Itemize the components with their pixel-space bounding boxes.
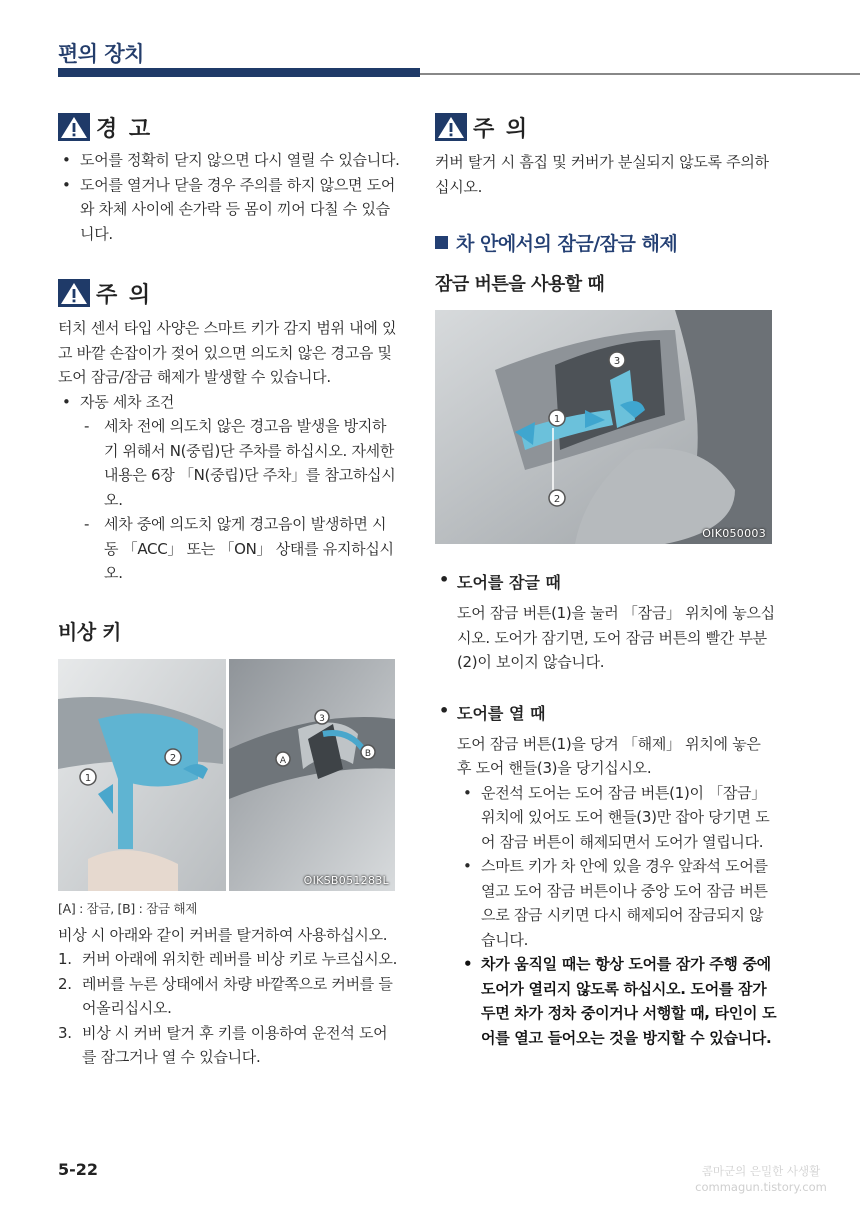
step-text: 커버 아래에 위치한 레버를 비상 키로 누르십시오. [82, 950, 398, 968]
warning-triangle-icon [58, 279, 90, 307]
svg-text:2: 2 [169, 752, 177, 764]
step-number: 3. [58, 1023, 72, 1042]
section-title [435, 229, 777, 256]
step-text: 레버를 누른 상태에서 차량 바깥쪽으로 커버를 들어올리십시오. [82, 974, 393, 1017]
svg-text:3: 3 [319, 713, 325, 724]
svg-text:2: 2 [553, 494, 561, 505]
caution-text: 터치 센서 타입 사양은 스마트 키가 감지 범위 내에 있고 바깥 손잡이가 젖어 있으면 의도치 않은 경고음 및 도어 잠금/잠금 해제가 발생할 수 있습니다. [58, 319, 397, 386]
warning-bullet: • 도어를 열거나 닫을 경우 주의를 하지 않으면 도어와 차체 사이에 손가락 등 몸이 끼어 다칠 수 있습니다. [58, 173, 400, 247]
caution-dash-item: - 세차 중에 의도치 않게 경고음이 발생하면 시동 「ACC」 또는 「ON」 상태를 유지하십시오. [58, 512, 400, 586]
open-door-bullet: • 운전석 도어는 도어 잠금 버튼(1)이 「잠금」 위치에 있어도 도어 핸들(3)만 잡아 당기면 도어 잠금 버튼이 해제되면서 도어가 열립니다. [435, 781, 777, 855]
caution-dash-item: - 세차 전에 의도치 않은 경고음 발생을 방지하기 위해서 N(중립)단 주차를 하십시오. 자세한 내용은 6장 「N(중립)단 주차」를 참고하십시오. [58, 414, 400, 512]
lock-door-text: 도어 잠금 버튼(1)을 눌러 「잠금」 위치에 놓으십시오. 도어가 잠기면, 도어 잠금 버튼의 빨간 부분(2)이 보이지 않습니다. [457, 604, 775, 671]
watermark-line1: 콤마군의 은밀한 사생활 [701, 1164, 821, 1178]
caution-label: 주 의 [473, 116, 530, 142]
emergency-intro: 비상 시 아래와 같이 커버를 탈거하여 사용하십시오. [58, 925, 388, 944]
header-rule-dark [58, 68, 420, 77]
open-door-section [435, 701, 777, 1051]
lock-door-title: • 도어를 잠글 때 [435, 570, 777, 593]
step-item [58, 947, 400, 972]
page-number: 5-22 [58, 1160, 99, 1179]
warning-triangle-icon [58, 113, 90, 141]
watermark [686, 1163, 836, 1195]
caution-label: 주 의 [96, 282, 153, 308]
warning-box [58, 112, 400, 246]
warning-bullet: • 도어를 정확히 닫지 않으면 다시 열릴 수 있습니다. [58, 148, 400, 173]
step-item [58, 972, 400, 1021]
subsection-title: 잠금 버튼을 사용할 때 [435, 274, 605, 295]
svg-text:A: A [279, 755, 287, 766]
image-code: OIKSB051283L [303, 873, 389, 887]
open-door-title: • 도어를 열 때 [435, 701, 777, 724]
image-caption: [A] : 잠금, [B] : 잠금 해제 [58, 900, 198, 916]
step-number: 1. [58, 950, 72, 968]
emergency-key-image [58, 659, 395, 891]
step-text: 비상 시 커버 탈거 후 키를 이용하여 운전석 도어를 잠그거나 열 수 있습니다. [82, 1023, 388, 1066]
svg-text:B: B [364, 748, 372, 759]
svg-text:3: 3 [613, 356, 621, 367]
right-column [435, 112, 777, 1050]
caution-bullet: • 자동 세차 조건 [58, 390, 400, 415]
image-code: OIK050003 [702, 527, 766, 540]
open-door-text: 도어 잠금 버튼(1)을 당겨 「해제」 위치에 놓은 후 도어 핸들(3)을 당기십시오. [457, 734, 761, 777]
left-column [58, 112, 400, 1070]
door-handle-illustration [58, 659, 395, 891]
open-door-bold-bullet: • 차가 움직일 때는 항상 도어를 잠가 주행 중에 도어가 열리지 않도록 하십시오. 도어를 잠가 두면 차가 정차 중이거나 서행할 때, 타인이 도어를 열고 들어오는 것을 방지할 수 있습니다. [435, 952, 777, 1050]
caution-box-right [435, 112, 777, 199]
lock-button-image [435, 310, 772, 544]
watermark-line2: commagun.tistory.com [695, 1180, 827, 1194]
svg-text:1: 1 [84, 772, 92, 784]
header-rule-light [420, 73, 860, 75]
svg-text:1: 1 [553, 414, 561, 425]
open-door-bullet: • 스마트 키가 차 안에 있을 경우 앞좌석 도어를 열고 도어 잠금 버튼이나 중앙 도어 잠금 버튼으로 잠금 시키면 다시 해제되어 잠금되지 않습니다. [435, 854, 777, 952]
warning-triangle-icon [435, 113, 467, 141]
section-title-text: 차 안에서의 잠금/잠금 해제 [456, 233, 678, 255]
warning-label: 경 고 [96, 116, 153, 142]
door-lock-illustration [435, 310, 772, 544]
emergency-key-section [58, 616, 400, 1070]
section-square-icon [435, 236, 448, 249]
caution-text: 커버 탈거 시 흠집 및 커버가 분실되지 않도록 주의하십시오. [435, 153, 769, 196]
chapter-title: 편의 장치 [58, 42, 144, 66]
lock-door-section [435, 570, 777, 675]
emergency-key-title: 비상 키 [58, 619, 121, 644]
step-item [58, 1021, 400, 1070]
step-number: 2. [58, 974, 72, 993]
caution-box [58, 278, 400, 586]
